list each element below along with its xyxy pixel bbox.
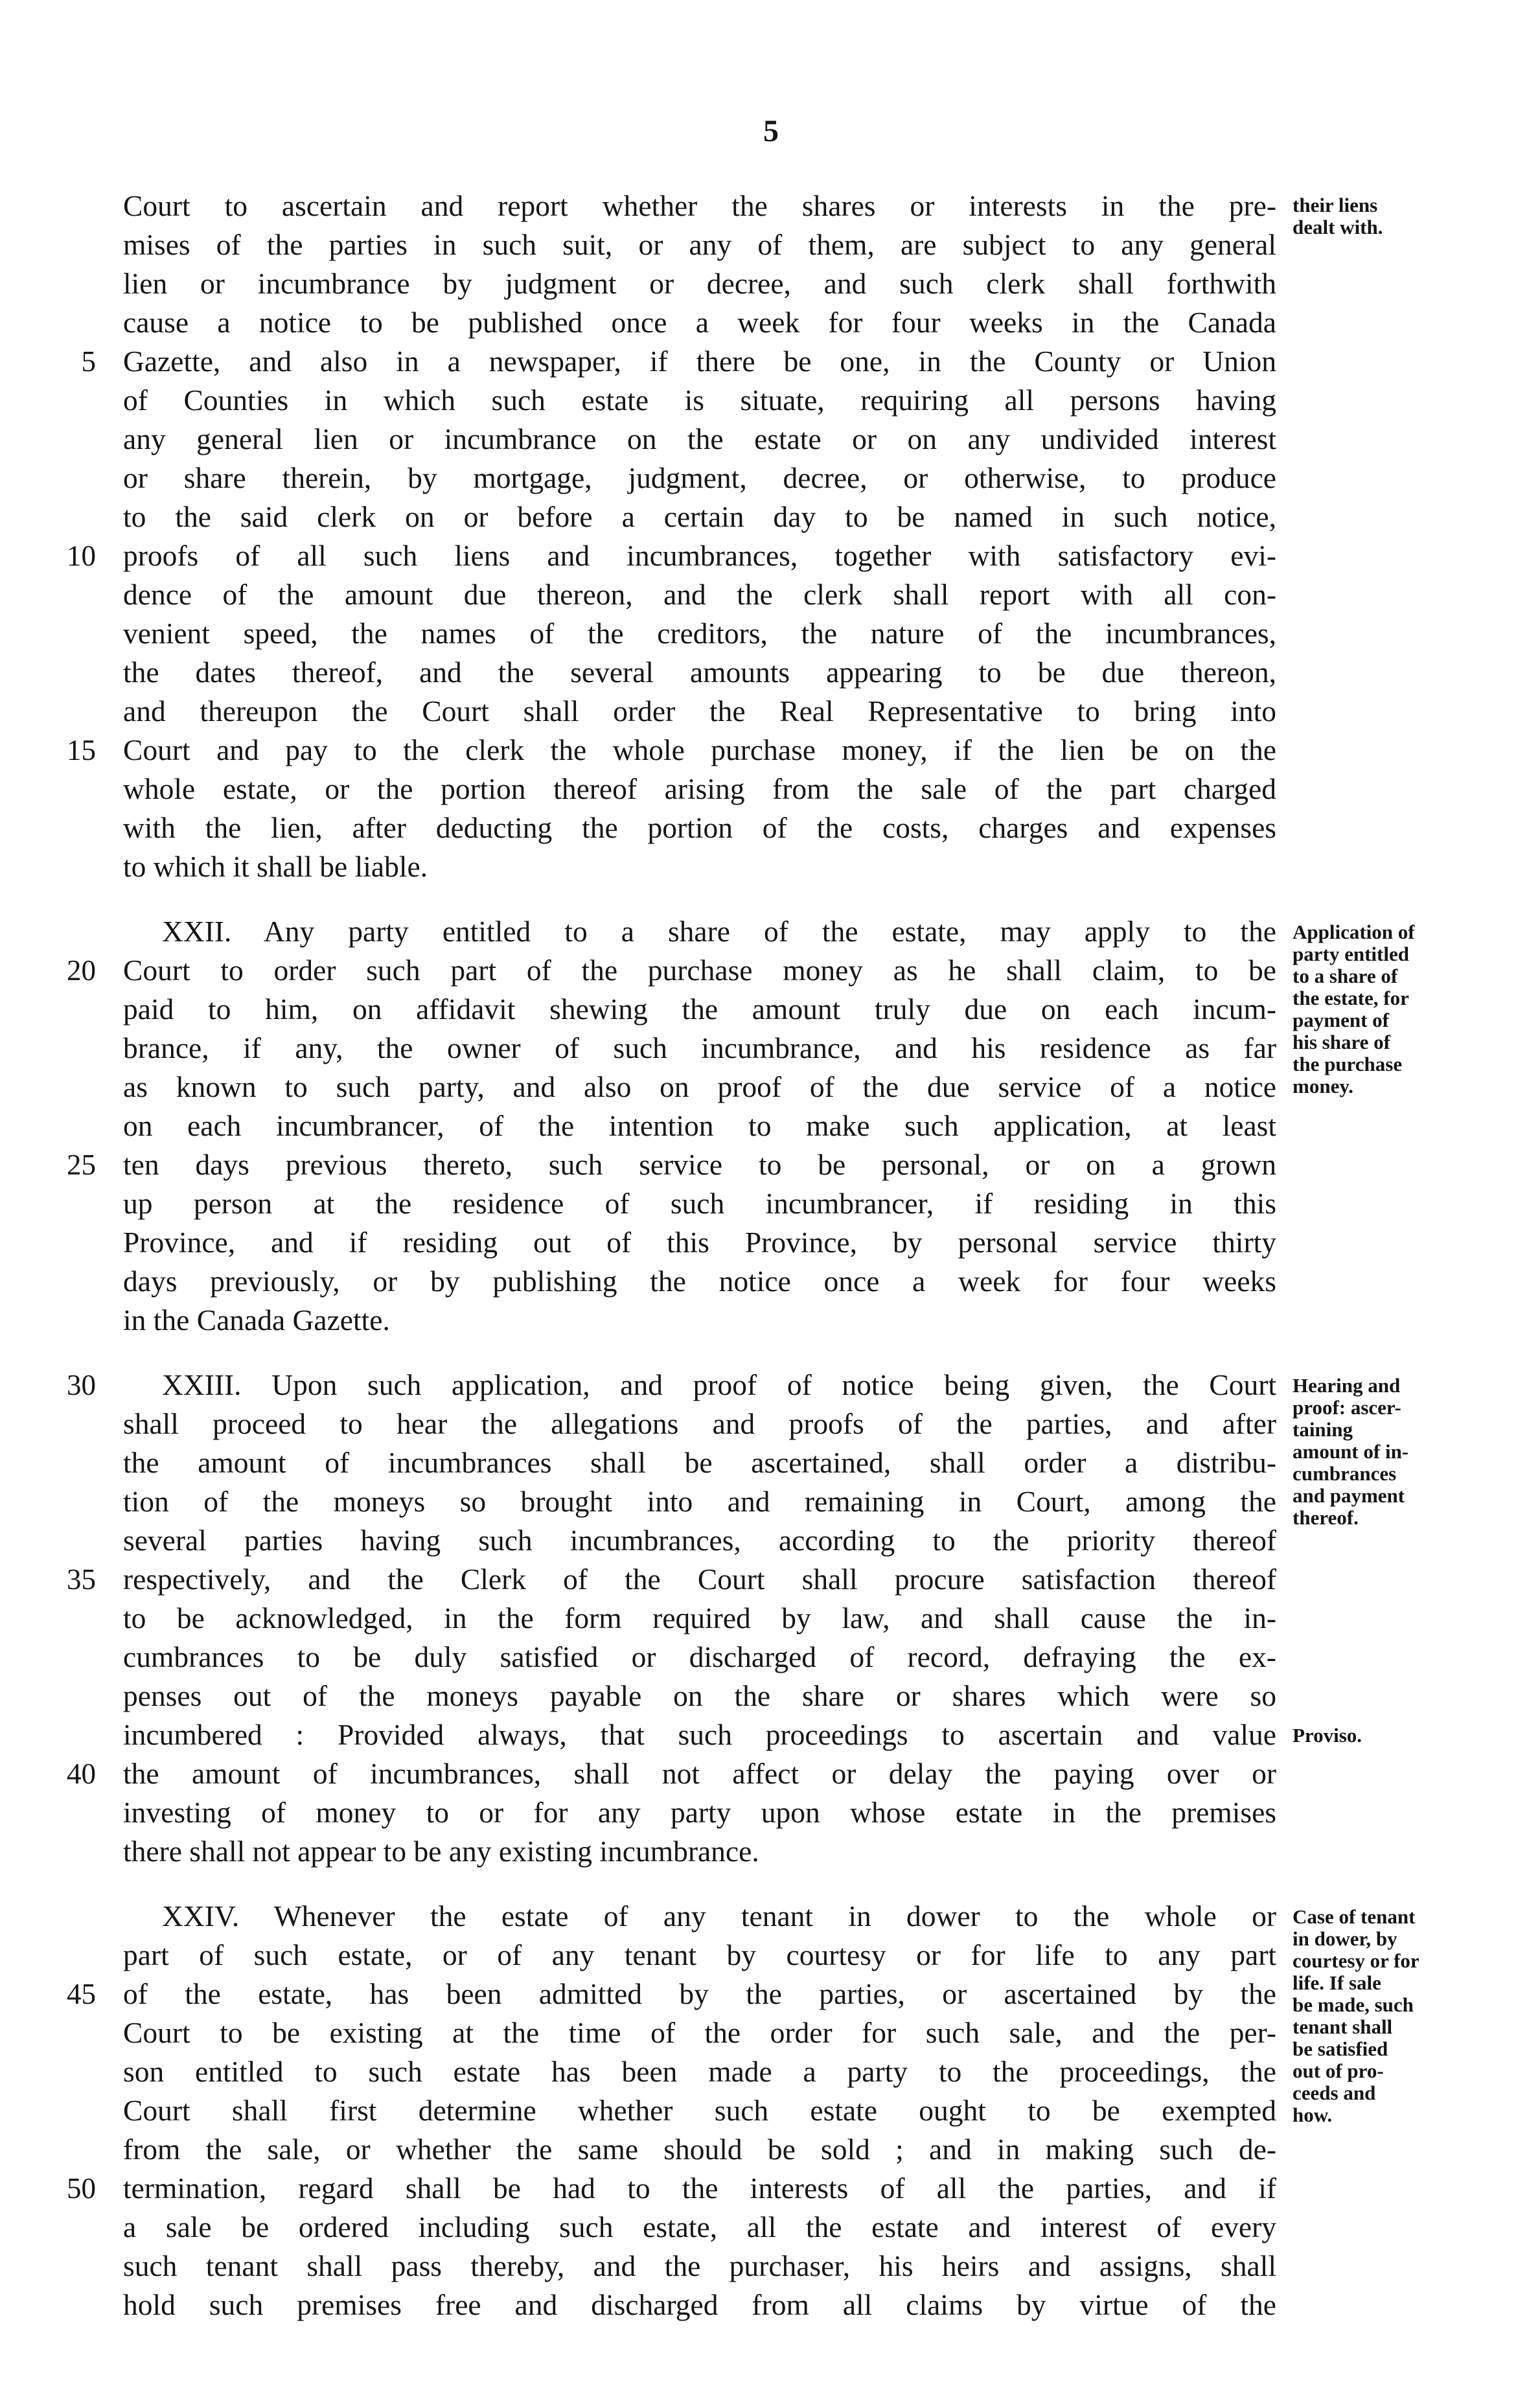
- body-line: the dates thereof, and the several amounts appearing to be due thereon,: [123, 656, 1276, 689]
- line-number: 45: [67, 1978, 96, 2010]
- body-line: lien or incumbrance by judgment or decree, and such clerk shall forthwith: [123, 267, 1276, 300]
- body-line: XXIII. Upon such application, and proof of notice being given, the Court: [162, 1368, 1276, 1401]
- margin-note-line: the purchase: [1293, 1053, 1403, 1075]
- margin-note-line: out of pro-: [1293, 2059, 1384, 2082]
- margin-note-line: Proviso.: [1293, 1724, 1362, 1747]
- margin-note-line: to a share of: [1293, 965, 1398, 987]
- margin-note-line: courtesy or for: [1293, 1949, 1419, 1972]
- body-line: and thereupon the Court shall order the Real Representative to bring into: [123, 694, 1276, 728]
- line-number: 35: [67, 1563, 96, 1596]
- margin-note-line: amount of in-: [1293, 1440, 1409, 1463]
- margin-note-line: thereof.: [1293, 1506, 1359, 1529]
- body-line: Court shall first determine whether such estate ought to be exempted: [123, 2094, 1276, 2127]
- body-line: there shall not appear to be any existing incumbrance.: [123, 1835, 759, 1868]
- body-line: any general lien or incumbrance on the estate or on any undivided interest: [123, 422, 1276, 455]
- body-line: Court and pay to the clerk the whole purchase money, if the lien be on the: [123, 733, 1276, 766]
- body-line: in the Canada Gazette.: [123, 1303, 390, 1336]
- body-line: tion of the moneys so brought into and remaining in Court, among the: [123, 1485, 1276, 1518]
- body-line: with the lien, after deducting the portion of the costs, charges and expenses: [123, 811, 1276, 844]
- margin-note-line: and payment: [1293, 1484, 1405, 1507]
- body-line: a sale be ordered including such estate, all the estate and interest of every: [123, 2210, 1276, 2243]
- line-number: 15: [67, 734, 96, 766]
- margin-note-line: be satisfied: [1293, 2037, 1388, 2060]
- body-line: as known to such party, and also on proof of the due service of a notice: [123, 1070, 1276, 1103]
- line-number: 20: [67, 954, 96, 987]
- margin-note: [1293, 1906, 1513, 2126]
- body-line: XXIV. Whenever the estate of any tenant in dower to the whole or: [162, 1899, 1276, 1933]
- body-line: paid to him, on affidavit shewing the amount truly due on each incum-: [123, 992, 1276, 1026]
- margin-note-line: how.: [1293, 2104, 1333, 2126]
- margin-note-line: in dower, by: [1293, 1927, 1397, 1950]
- margin-note-line: taining: [1293, 1418, 1353, 1441]
- body-line: penses out of the moneys payable on the share or shares which were so: [123, 1679, 1276, 1712]
- line-number: 30: [67, 1369, 96, 1401]
- body-line: Court to ascertain and report whether the shares or interests in the pre-: [123, 189, 1276, 222]
- body-line: respectively, and the Clerk of the Court shall procure satisfaction thereof: [123, 1563, 1276, 1596]
- body-line: Court to be existing at the time of the order for such sale, and the per-: [123, 2016, 1276, 2049]
- body-line: hold such premises free and discharged from all claims by virtue of the: [123, 2288, 1276, 2321]
- body-line: mises of the parties in such suit, or any of them, are subject to any general: [123, 228, 1276, 261]
- body-line: brance, if any, the owner of such incumbrance, and his residence as far: [123, 1031, 1276, 1064]
- body-line: shall proceed to hear the allegations and proofs of the parties, and after: [123, 1407, 1276, 1440]
- margin-note: [1293, 1725, 1513, 1747]
- margin-note-line: cumbrances: [1293, 1462, 1397, 1485]
- body-line: the amount of incumbrances shall be ascertained, shall order a distribu-: [123, 1446, 1276, 1479]
- margin-note-line: Application of: [1293, 921, 1415, 943]
- margin-note-line: ceeds and: [1293, 2082, 1376, 2104]
- margin-note-line: money.: [1293, 1075, 1353, 1097]
- margin-note-line: Case of tenant: [1293, 1905, 1416, 1928]
- body-line: of the estate, has been admitted by the parties, or ascertained by the: [123, 1977, 1276, 2010]
- body-line: or share therein, by mortgage, judgment, decree, or otherwise, to produce: [123, 461, 1276, 494]
- body-line: from the sale, or whether the same should be sold ; and in making such de-: [123, 2133, 1276, 2166]
- body-line: termination, regard shall be had to the interests of all the parties, and if: [123, 2172, 1276, 2205]
- body-line: son entitled to such estate has been made a party to the proceedings, the: [123, 2055, 1276, 2088]
- body-line: venient speed, the names of the creditors, the nature of the incumbrances,: [123, 617, 1276, 650]
- body-line: XXII. Any party entitled to a share of the estate, may apply to the: [162, 915, 1276, 948]
- body-line: the amount of incumbrances, shall not affect or delay the paying over or: [123, 1757, 1276, 1790]
- margin-note-line: their liens: [1293, 194, 1378, 216]
- body-line: investing of money to or for any party upon whose estate in the premises: [123, 1796, 1276, 1829]
- margin-note-line: life. If sale: [1293, 1971, 1381, 1994]
- margin-note-line: payment of: [1293, 1009, 1389, 1031]
- body-line: Gazette, and also in a newspaper, if there be one, in the County or Union: [123, 345, 1276, 378]
- body-line: such tenant shall pass thereby, and the purchaser, his heirs and assigns, shall: [123, 2249, 1276, 2282]
- margin-note-line: Hearing and: [1293, 1374, 1401, 1397]
- body-line: whole estate, or the portion thereof arising from the sale of the part charged: [123, 772, 1276, 805]
- body-line: part of such estate, or of any tenant by courtesy or for life to any part: [123, 1938, 1276, 1971]
- body-line: cumbrances to be duly satisfied or discharged of record, defraying the ex-: [123, 1640, 1276, 1673]
- margin-note-line: party entitled: [1293, 943, 1409, 965]
- body-line: to the said clerk on or before a certain day to be named in such notice,: [123, 500, 1276, 533]
- body-line: to which it shall be liable.: [123, 850, 428, 883]
- margin-note-line: the estate, for: [1293, 987, 1409, 1009]
- body-line: Province, and if residing out of this Province, by personal service thirty: [123, 1226, 1276, 1259]
- body-line: of Counties in which such estate is situate, requiring all persons having: [123, 384, 1276, 417]
- line-number: 50: [67, 2172, 96, 2205]
- line-number: 40: [67, 1758, 96, 1790]
- page-number: 5: [763, 114, 779, 148]
- margin-note: [1293, 921, 1513, 1097]
- body-line: on each incumbrancer, of the intention to make such application, at least: [123, 1109, 1276, 1142]
- margin-note-line: tenant shall: [1293, 2015, 1393, 2038]
- margin-note: [1293, 194, 1513, 238]
- body-line: Court to order such part of the purchase money as he shall claim, to be: [123, 954, 1276, 987]
- margin-note: [1293, 1375, 1513, 1529]
- body-line: days previously, or by publishing the notice once a week for four weeks: [123, 1265, 1276, 1298]
- body-line: cause a notice to be published once a week for four weeks in the Canada: [123, 306, 1276, 339]
- body-line: incumbered : Provided always, that such proceedings to ascertain and value: [123, 1718, 1276, 1751]
- line-number: 5: [81, 345, 96, 378]
- body-line: several parties having such incumbrances, according to the priority thereof: [123, 1524, 1276, 1557]
- body-line: dence of the amount due thereon, and the clerk shall report with all con-: [123, 578, 1276, 611]
- margin-note-line: his share of: [1293, 1031, 1391, 1053]
- body-line: to be acknowledged, in the form required by law, and shall cause the in-: [123, 1601, 1276, 1634]
- line-number: 10: [67, 540, 96, 572]
- margin-note-line: dealt with.: [1293, 216, 1383, 238]
- line-number: 25: [67, 1149, 96, 1181]
- body-line: up person at the residence of such incumbrancer, if residing in this: [123, 1187, 1276, 1220]
- margin-note-line: proof: ascer-: [1293, 1396, 1401, 1419]
- body-line: ten days previous thereto, such service to be personal, or on a grown: [123, 1148, 1276, 1181]
- margin-note-line: be made, such: [1293, 1993, 1414, 2016]
- body-line: proofs of all such liens and incumbrances, together with satisfactory evi-: [123, 539, 1276, 572]
